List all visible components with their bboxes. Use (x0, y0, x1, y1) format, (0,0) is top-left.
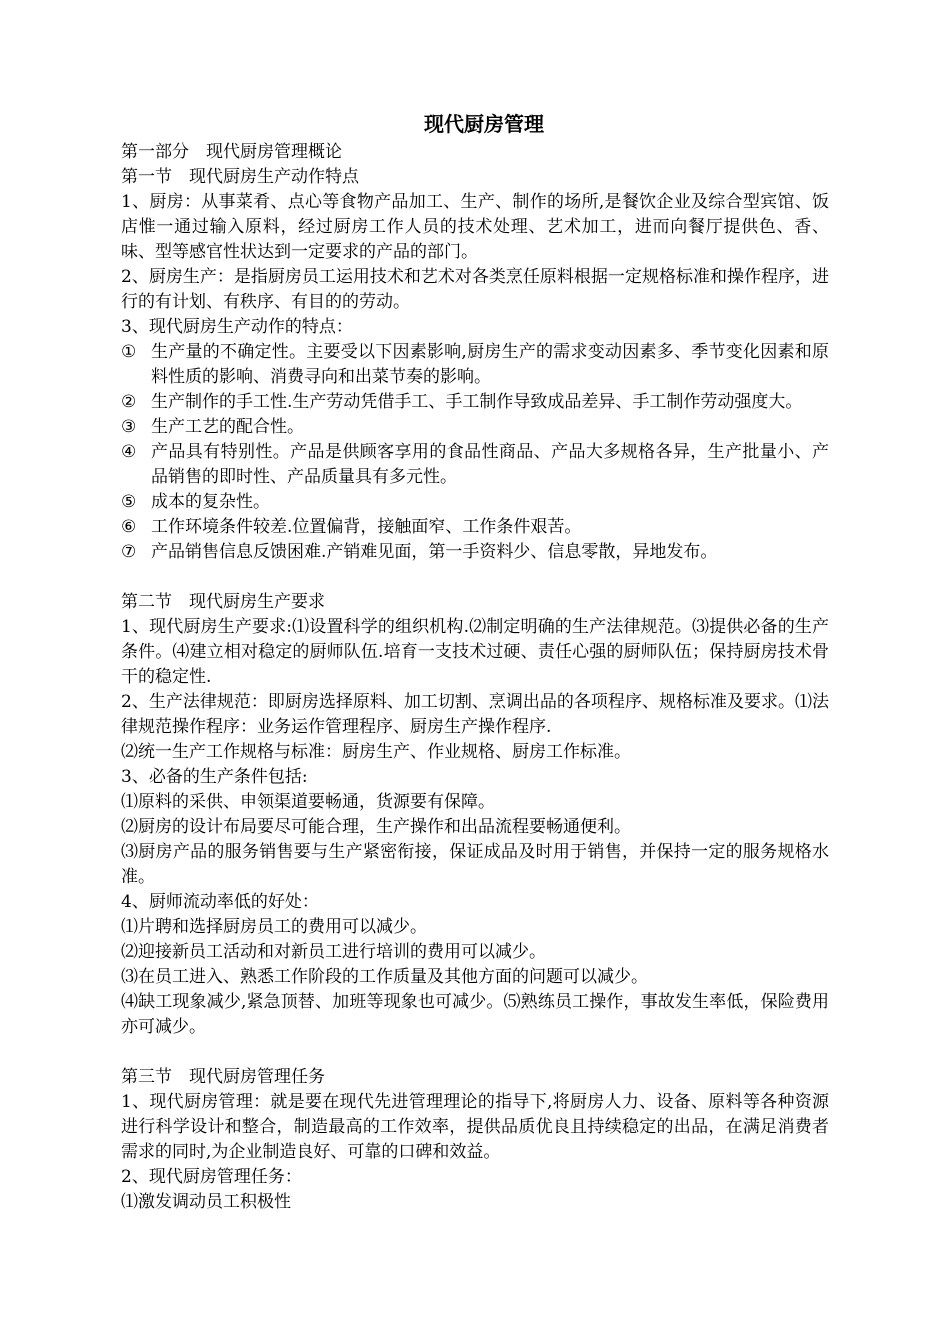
section-1-paragraph: 1、厨房：从事菜肴、点心等食物产品加工、生产、制作的场所,是餐饮企业及综合型宾馆、饭店惟一通过输入原料，经过厨房工作人员的技术处理、艺术加工，进而向餐厅提供色、香、味、型等感官性状达到一定要求的产品的部门。 (121, 192, 829, 262)
section-3-paragraph: 1、现代厨房管理：就是要在现代先进管理理论的指导下,将厨房人力、设备、原料等各种资源进行科学设计和整合，制造最高的工作效率，提供品质优良且持续稳定的出品，在满足消费者需求的同时,为企业制造良好、可靠的口碑和效益。 (121, 1092, 829, 1162)
blank-line (121, 565, 829, 590)
section-1-paragraph: 2、厨房生产：是指厨房员工运用技术和艺术对各类烹任原料根据一定规格标准和操作程序，进行的有计划、有秩序、有目的的劳动。 (121, 267, 829, 312)
numbered-item (121, 390, 829, 415)
section-2-paragraph: ⑷缺工现象减少,紧急顶替、加班等现象也可减少。⑸熟练员工操作，事故发生率低，保险费用亦可减少。 (121, 992, 829, 1037)
item-text: 生产制作的手工性.生产劳动凭借手工、手工制作导致成品差异、手工制作劳动强度大。 (151, 392, 803, 412)
section-2-paragraph: ⑶厨房产品的服务销售要与生产紧密衔接，保证成品及时用于销售，并保持一定的服务规格水准。 (121, 842, 829, 887)
blank-line (121, 1040, 829, 1065)
item-text: 生产工艺的配合性。 (151, 417, 304, 437)
numbered-item (121, 415, 829, 440)
section-2-paragraph: 3、必备的生产条件包括: (121, 767, 308, 787)
section-2-paragraph: ⑴片聘和选择厨房员工的费用可以减少。 (121, 917, 427, 937)
item-marker: ② (121, 392, 137, 412)
item-marker: ⑦ (121, 542, 137, 562)
section-2-paragraph: ⑶在员工进入、熟悉工作阶段的工作质量及其他方面的问题可以减少。 (121, 967, 648, 987)
document-page (121, 110, 829, 1215)
item-text: 生产量的不确定性。主要受以下因素影响,厨房生产的需求变动因素多、季节变化因素和原料性质的影响、消费寻向和出菜节奏的影响。 (151, 342, 829, 387)
item-text: 工作环境条件较差.位置偏背，接触面窄、工作条件艰苦。 (151, 517, 582, 537)
item-marker: ⑤ (121, 492, 137, 512)
item-text: 成本的复杂性。 (151, 492, 270, 512)
item-text: 产品销售信息反馈困难.产销难见面，第一手资料少、信息零散，异地发布。 (151, 542, 718, 562)
section-1-heading: 第一节 现代厨房生产动作特点 (121, 167, 359, 187)
section-2-paragraph: ⑴原料的采供、申领渠道要畅通，货源要有保障。 (121, 792, 495, 812)
section-2-paragraph: 4、厨师流动率低的好处： (121, 892, 319, 912)
item-marker: ③ (121, 417, 137, 437)
section-3-heading: 第三节 现代厨房管理任务 (121, 1067, 325, 1087)
numbered-item (121, 515, 829, 540)
numbered-item (121, 490, 829, 515)
item-marker: ⑥ (121, 517, 137, 537)
document-title: 现代厨房管理 (424, 112, 544, 136)
part-heading: 第一部分 现代厨房管理概论 (121, 142, 342, 162)
section-2-paragraph: 1、现代厨房生产要求:⑴设置科学的组织机构.⑵制定明确的生产法律规范。⑶提供必备的生产条件。⑷建立相对稳定的厨师队伍.培育一支技术过硬、责任心强的厨师队伍；保持厨房技术骨干的稳定性. (121, 617, 829, 687)
section-1-paragraph: 3、现代厨房生产动作的特点： (121, 317, 353, 337)
section-2-paragraph: ⑵统一生产工作规格与标准：厨房生产、作业规格、厨房工作标准。 (121, 742, 631, 762)
item-marker: ① (121, 342, 137, 362)
section-2-heading: 第二节 现代厨房生产要求 (121, 592, 325, 612)
section-2-paragraph: ⑵迎接新员工活动和对新员工进行培训的费用可以减少。 (121, 942, 546, 962)
item-marker: ④ (121, 442, 137, 462)
item-text: 产品具有特别性。产品是供顾客享用的食品性商品、产品大多规格各异，生产批量小、产品销售的即时性、产品质量具有多元性。 (151, 442, 829, 487)
numbered-item (121, 340, 829, 390)
section-3-paragraph: 2、现代厨房管理任务： (121, 1167, 302, 1187)
numbered-item (121, 540, 829, 565)
section-3-paragraph: ⑴激发调动员工积极性 (121, 1192, 291, 1212)
section-2-paragraph: ⑵厨房的设计布局要尽可能合理，生产操作和出品流程要畅通便利。 (121, 817, 631, 837)
numbered-item (121, 440, 829, 490)
section-2-paragraph: 2、生产法律规范：即厨房选择原料、加工切割、烹调出品的各项程序、规格标准及要求。⑴法律规范操作程序：业务运作管理程序、厨房生产操作程序. (121, 692, 829, 737)
